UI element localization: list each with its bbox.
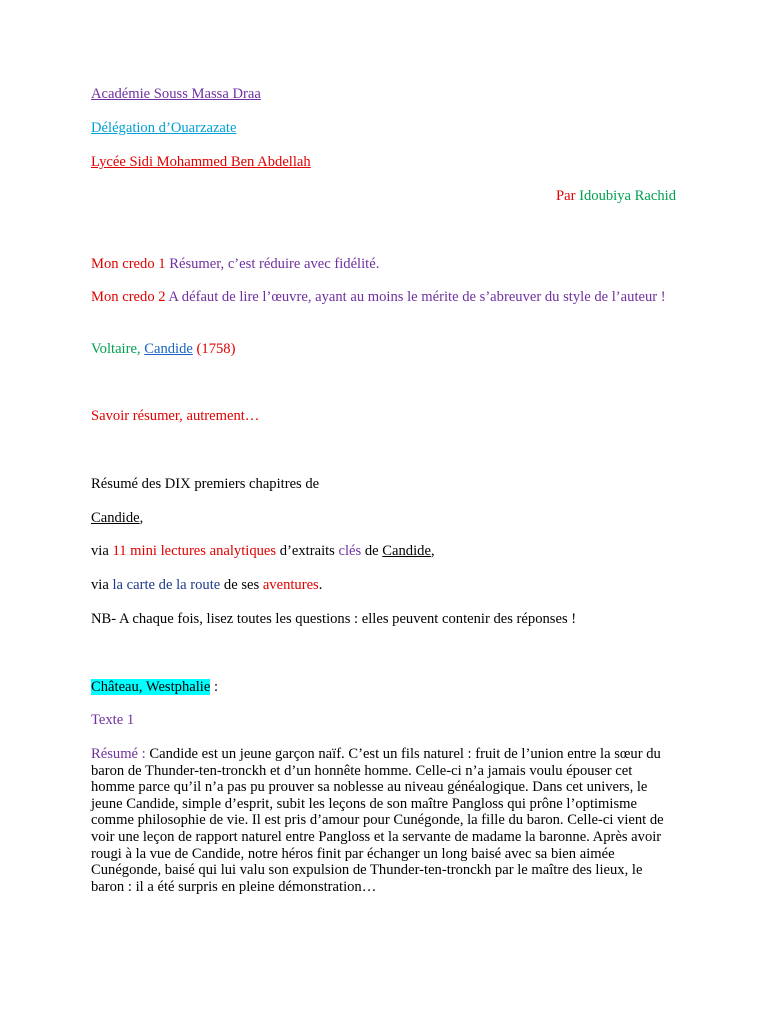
intro-text-1: Résumé des DIX premiers chapitres de <box>91 476 320 492</box>
resume-text: Candide est un jeune garçon naïf. C’est un fils naturel : fruit de l’union entre la sœur du baron de Thunder-ten-tronckh et d’un honnête homme. Celle-ci n’a jamais voulu épouser cet homme parce qu’il n’a pas pu prouver sa noblesse au niveau généalogique. Dans cet univers, le jeune Candide, simple d’esprit, subit les leçons de son maître Pangloss qui prône l’optimisme comme philosophie de vie. Il est pris d’amour pour Cunégonde, la fille du baron. Celle-ci vient de voir une leçon de rapport naturel entre Pangloss et la servante de madame la baronne. Après avoir rougi à la vue de Candide, notre héros finit par échanger un long baisé avec sa bien aimée Cunégonde, baisé qui lui valu son expulsion de Thunder-ten-tronckh par le maître des lieux, le baron : il a été surpris en pleine démonstration… <box>91 746 664 895</box>
credo-2 <box>91 289 676 306</box>
nb-text: NB- A chaque fois, lisez toutes les questions : elles peuvent contenir des réponses ! <box>91 611 577 627</box>
author-name: Idoubiya Rachid <box>579 188 676 204</box>
author-line <box>91 188 676 205</box>
work-author: Voltaire, <box>91 341 145 357</box>
delegation-text: Délégation d’Ouarzazate <box>91 120 237 136</box>
via1-prefix: via <box>91 543 113 559</box>
resume-paragraph <box>91 746 676 895</box>
academie-text: Académie Souss Massa Draa <box>91 86 261 102</box>
intro-candide-line <box>91 510 676 527</box>
nb-line <box>91 611 676 628</box>
via-line-2 <box>91 577 676 594</box>
credo-2-label: Mon credo 2 <box>91 289 166 305</box>
via1-lectures: 11 mini lectures analytiques <box>112 543 277 559</box>
work-year: (1758) <box>196 341 236 357</box>
location-suffix: : <box>210 679 219 695</box>
academie-line <box>91 86 676 103</box>
intro-candide: Candide <box>91 510 140 526</box>
via1-de: de <box>361 543 383 559</box>
texte-heading <box>91 712 676 729</box>
credo-1-text: Résumer, c’est réduire avec fidélité. <box>169 256 380 272</box>
credo-1-label: Mon credo 1 <box>91 256 166 272</box>
via2-prefix: via <box>91 577 113 593</box>
via2-end: . <box>318 577 323 593</box>
location-line <box>91 679 676 696</box>
savoir-text: Savoir résumer, autrement… <box>91 408 260 424</box>
via1-cles: clés <box>338 543 362 559</box>
intro-comma: , <box>139 510 144 526</box>
via2-ses: de ses <box>220 577 263 593</box>
work-title-link[interactable]: Candide <box>144 341 193 357</box>
via1-extraits: d’extraits <box>276 543 339 559</box>
credo-2-text: A défaut de lire l’œuvre, ayant au moins le mérite de s’abreuver du style de l’auteur ! <box>168 289 666 305</box>
via-line-1 <box>91 543 676 560</box>
texte-label: Texte 1 <box>91 712 135 728</box>
intro-line-1 <box>91 476 676 493</box>
via2-carte: la carte de la route <box>112 577 221 593</box>
savoir-line <box>91 408 676 425</box>
par-label: Par <box>556 188 576 204</box>
via1-end: , <box>430 543 435 559</box>
work-line <box>91 341 676 358</box>
credo-1 <box>91 256 676 273</box>
lycee-text: Lycée Sidi Mohammed Ben Abdellah <box>91 154 311 170</box>
lycee-line <box>91 154 676 171</box>
resume-label: Résumé : <box>91 746 146 762</box>
via1-candide: Candide <box>382 543 431 559</box>
location-highlight: Château, Westphalie <box>91 679 211 695</box>
delegation-line <box>91 120 676 137</box>
via2-aventures: aventures <box>262 577 319 593</box>
